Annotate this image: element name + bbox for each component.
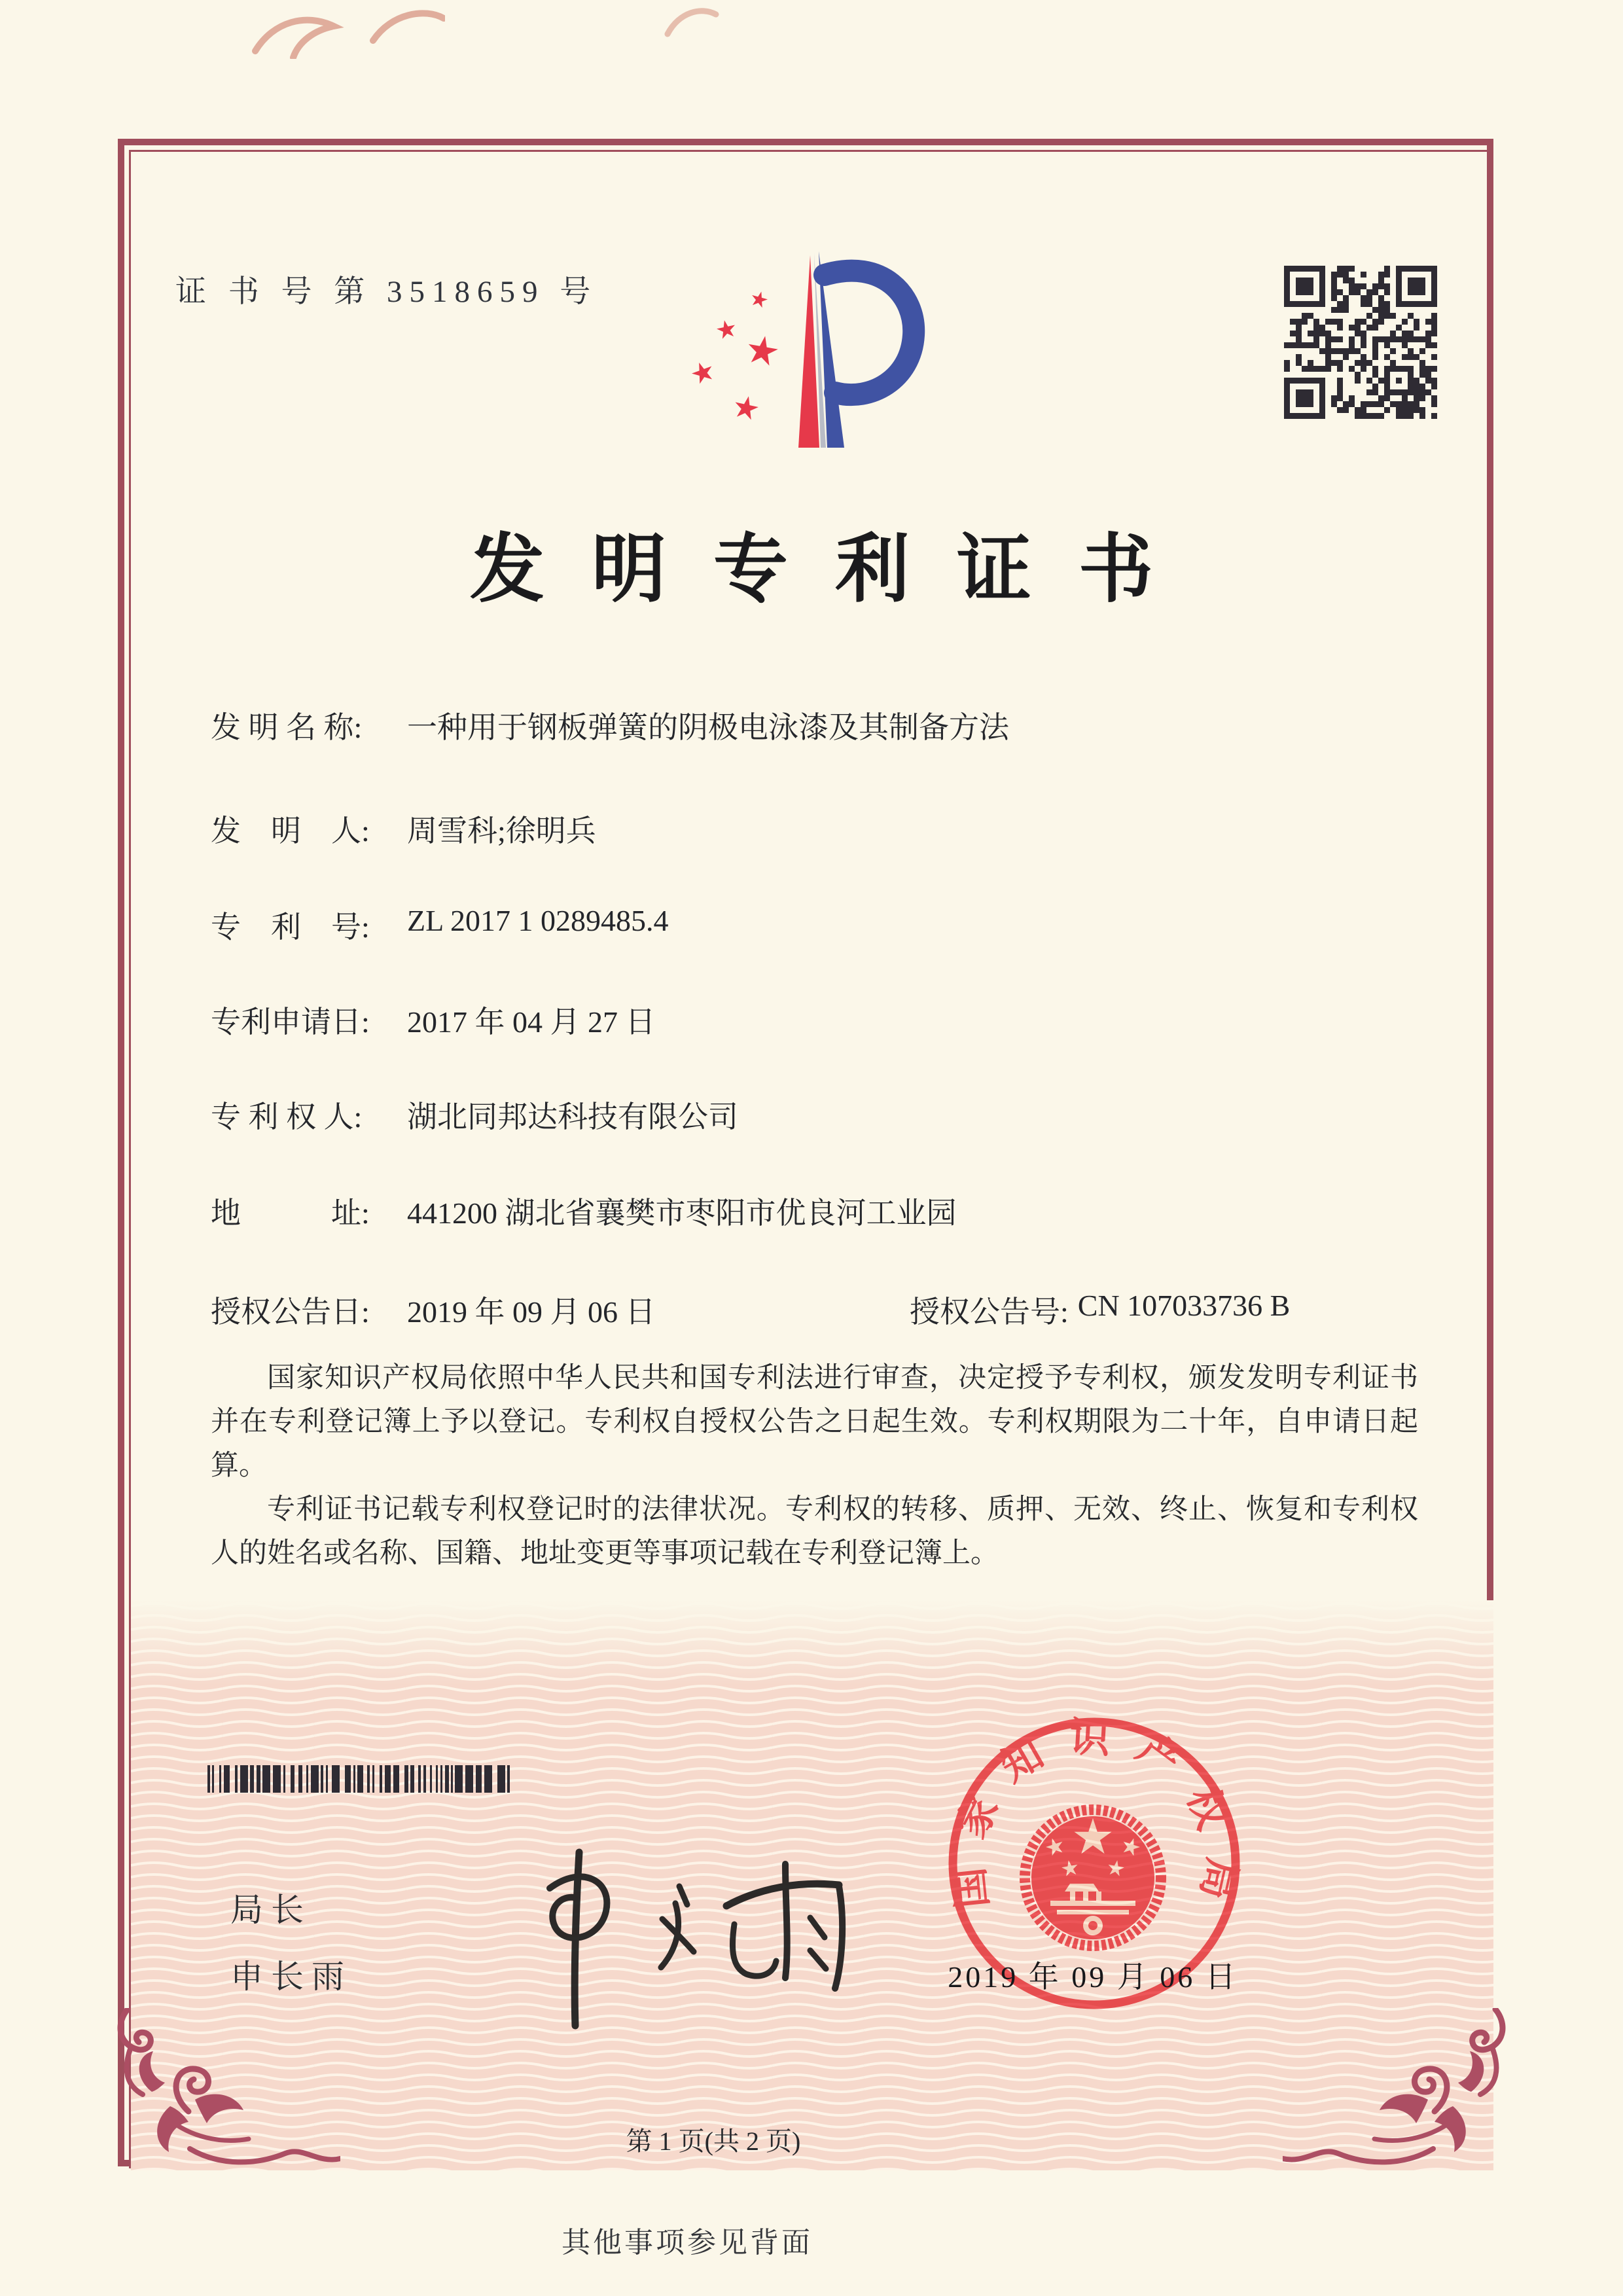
field-label-patent-number: 专 利 号: xyxy=(211,910,370,944)
director-handwritten-signature xyxy=(419,1826,877,2049)
field-row-patentee xyxy=(211,1093,738,1136)
field-value-grant-number: CN 107033736 B xyxy=(1077,1289,1291,1322)
field-row-filing-date xyxy=(211,998,656,1041)
field-value-inventor: 周雪科;徐明兵 xyxy=(407,814,596,848)
field-row-invention-name xyxy=(211,704,1009,747)
logo-p-bowl xyxy=(825,271,914,395)
legal-paragraph-1: 国家知识产权局依照中华人民共和国专利法进行审查，决定授予专利权，颁发发明专利证书并在专利登记簿上予以登记。专利权自授权公告之日起生效。专利权期限为二十年，自申请日起算。 xyxy=(211,1363,1418,1481)
barcode xyxy=(207,1765,512,1793)
logo-red-wedge xyxy=(798,255,819,448)
director-role-label: 局长 xyxy=(230,1892,312,1928)
seal-date: 2019 年 09 月 06 日 xyxy=(948,1960,1238,1994)
legal-paragraph-2: 专利证书记载专利权登记时的法律状况。专利权的转移、质押、无效、终止、恢复和专利权人的姓名或名称、国籍、地址变更等事项记载在专利登记簿上。 xyxy=(211,1494,1418,1569)
seal-agency-text: 国家知识产权局 xyxy=(945,1715,1245,1927)
certificate-number: 证 书 号 第 3518659 号 xyxy=(175,275,598,309)
director-name-label: 申长雨 xyxy=(230,1958,352,1995)
corner-flourish-bottom-right xyxy=(1283,2008,1531,2185)
qr-code xyxy=(1284,266,1437,419)
field-label-patentee: 专 利 权 人: xyxy=(211,1100,363,1134)
cnipa-logo xyxy=(686,217,935,453)
field-label-grant-date: 授权公告日: xyxy=(211,1295,370,1329)
field-value-filing-date: 2017 年 04 月 27 日 xyxy=(407,1005,656,1039)
top-flourish-showthrough xyxy=(236,0,445,59)
field-label-filing-date: 专利申请日: xyxy=(211,1005,370,1039)
field-label-grant-number: 授权公告号: xyxy=(910,1295,1069,1329)
field-label-inventor: 发 明 人: xyxy=(211,814,370,848)
page-indicator: 第 1 页(共 2 页) xyxy=(626,2126,801,2156)
legal-body-text xyxy=(211,1356,1418,1575)
back-note: 其他事项参见背面 xyxy=(562,2227,813,2259)
field-row-address xyxy=(211,1189,957,1232)
field-row-inventor xyxy=(211,807,596,850)
field-value-grant-date: 2019 年 09 月 06 日 xyxy=(407,1295,656,1329)
field-value-address: 441200 湖北省襄樊市枣阳市优良河工业园 xyxy=(407,1196,957,1230)
corner-flourish-bottom-left xyxy=(92,2008,340,2185)
field-label-invention-name: 发 明 名 称: xyxy=(211,711,363,744)
logo-stars xyxy=(689,289,780,421)
field-value-patentee: 湖北同邦达科技有限公司 xyxy=(407,1100,738,1134)
field-value-invention-name: 一种用于钢板弹簧的阴极电泳漆及其制备方法 xyxy=(407,711,1009,744)
field-label-address: 地 址: xyxy=(211,1196,370,1230)
field-row-grant-date xyxy=(211,1288,656,1331)
certificate-title: 发明专利证书 xyxy=(469,528,1200,611)
field-row-patent-number xyxy=(211,903,669,946)
top-flourish-small xyxy=(661,0,720,39)
seal-national-emblem xyxy=(1025,1810,1161,1946)
field-value-patent-number: ZL 2017 1 0289485.4 xyxy=(407,904,669,937)
field-row-grant-number xyxy=(910,1288,1290,1331)
